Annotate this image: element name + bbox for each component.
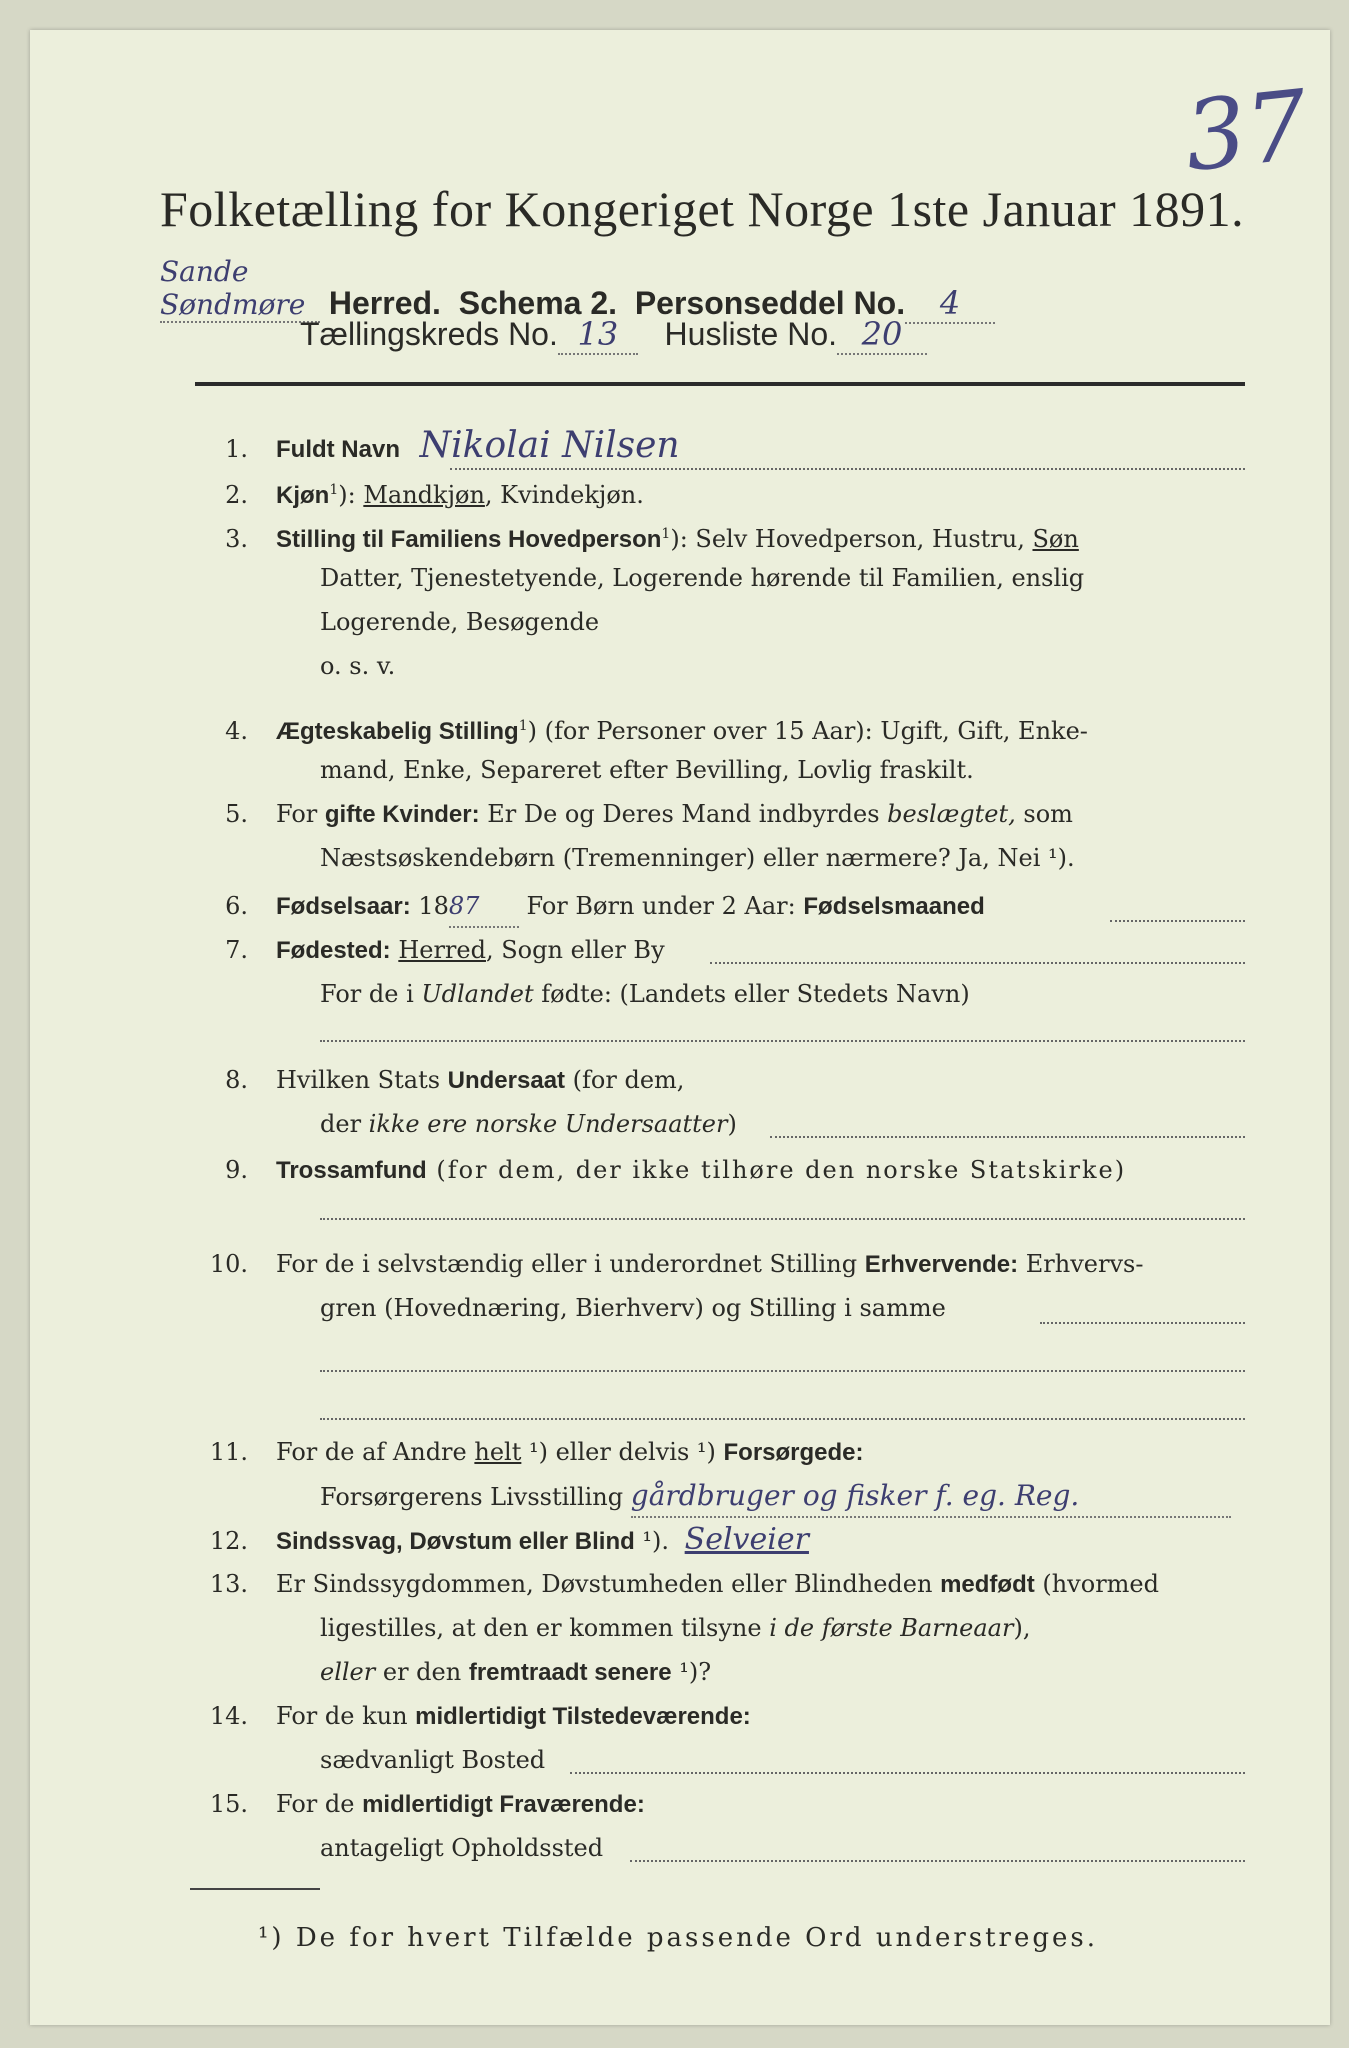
question-text: Hvilken Stats (276, 1066, 448, 1094)
fill-line (710, 962, 1245, 964)
disability-value: Selveier (684, 1522, 809, 1557)
question-text: ): Selv Hovedperson, Hustru, (670, 525, 1033, 553)
question-text: Er De og Deres Mand indbyrdes (479, 800, 888, 828)
option-helt: helt (474, 1438, 522, 1466)
question-text: , Sogn eller By (485, 936, 665, 964)
question-number: 11. (209, 1438, 248, 1466)
question-text: ) (727, 1110, 737, 1138)
fill-line (320, 1040, 1245, 1042)
question-label: gifte Kvinder: (324, 801, 480, 828)
option-herred: Herred (398, 936, 486, 964)
question-text: fødte: (Landets eller Stedets Navn) (533, 980, 970, 1008)
fill-line (320, 1418, 1245, 1420)
question-number: 13. (209, 1570, 248, 1598)
question-text: Er Sindssygdommen, Døvstumheden eller Blindheden (276, 1570, 941, 1598)
question-text: ) (for Personer over 15 Aar): Ugift, Gift, Enke- (527, 717, 1088, 745)
question-number: 9. (225, 1156, 248, 1184)
question-number: 8. (225, 1066, 248, 1094)
question-text: Erhvervs- (1018, 1250, 1144, 1278)
question-15 (190, 1784, 645, 1825)
personseddel-value: 4 (905, 284, 995, 324)
question-text: ¹)? (671, 1658, 712, 1686)
personseddel-label: Personseddel No. (634, 285, 906, 321)
fill-line (320, 1218, 1245, 1220)
question-number: 6. (225, 892, 248, 920)
fill-line (1040, 1322, 1245, 1324)
provider-occupation-value: gårdbruger og fisker f. eg. Reg. (631, 1476, 1231, 1518)
italic-text: beslægtet, (887, 800, 1016, 828)
question-text: For de af Andre (276, 1438, 475, 1466)
question-9 (190, 1150, 1126, 1191)
header-rule (195, 382, 1245, 386)
question-number: 7. (225, 936, 248, 964)
question-text: For (276, 800, 325, 828)
herred-value: Sande Søndmøre (160, 255, 320, 323)
question-11 (190, 1432, 864, 1473)
question-label: Fødselsmaaned (803, 893, 985, 920)
question-label: Kjøn (276, 482, 330, 509)
birth-year-value: 87 (449, 886, 519, 928)
question-text: For de kun (276, 1702, 416, 1730)
question-text: ¹) eller delvis ¹) (521, 1438, 724, 1466)
q5-line-2: Næstsøskendebørn (Tremenninger) eller nærmere? Ja, Nei ¹). (320, 844, 1075, 872)
footnote-ref: 1 (661, 526, 671, 542)
question-text: ligestilles, at den er kommen tilsyne (320, 1614, 770, 1642)
schema-label: Schema 2. (458, 285, 618, 321)
fill-line (770, 1136, 1245, 1138)
question-1 (190, 426, 680, 470)
year-prefix: 18 (410, 892, 449, 920)
q10-line-2: gren (Hovednæring, Bierhverv) og Stilling i samme (320, 1294, 946, 1322)
question-number: 15. (209, 1790, 248, 1818)
census-form (30, 30, 1330, 2025)
question-text: som (1015, 800, 1073, 828)
question-12 (190, 1520, 809, 1562)
question-text: For de (276, 1790, 363, 1818)
question-number: 2. (225, 481, 248, 509)
question-label: Erhvervende: (864, 1251, 1019, 1278)
question-label: Stilling til Familiens Hovedperson (276, 526, 662, 553)
q3-line-4: o. s. v. (320, 652, 396, 680)
archive-number: 37 (1179, 68, 1313, 194)
question-label: midlertidigt Fraværende: (362, 1791, 645, 1818)
q13-line-3 (320, 1652, 711, 1693)
fill-line (320, 1370, 1245, 1372)
question-14 (190, 1696, 751, 1737)
separator: ): (338, 481, 364, 509)
q8-line-2 (320, 1104, 737, 1144)
question-5 (190, 794, 1073, 835)
option-kvindekjon: , Kvindekjøn. (484, 481, 644, 509)
option-mandkjon: Mandkjøn (363, 481, 485, 509)
q13-line-2 (320, 1608, 1030, 1648)
question-text: er den (375, 1658, 469, 1686)
question-10 (190, 1244, 1143, 1285)
italic-text: Udlandet (421, 980, 534, 1008)
question-label: medfødt (940, 1571, 1035, 1598)
question-label: fremtraadt senere (468, 1659, 672, 1686)
question-text: Forsørgerens Livsstilling (320, 1483, 624, 1511)
kreds-label: Tællingskreds No. (300, 316, 558, 352)
question-text: (for dem, (565, 1066, 685, 1094)
question-number: 1. (225, 435, 248, 463)
q15-line-2: antageligt Opholdssted (320, 1834, 604, 1862)
question-number: 14. (209, 1702, 248, 1730)
footnote-rule (190, 1888, 320, 1890)
form-title: Folketælling for Kongeriget Norge 1ste Januar 1891. (160, 181, 1245, 237)
question-label: Fødested: (276, 937, 391, 964)
question-4 (190, 706, 1088, 752)
q14-line-2: sædvanligt Bosted (320, 1746, 546, 1774)
italic-text: eller (320, 1658, 376, 1686)
question-text: For de i selvstændig eller i underordnet Stilling (276, 1250, 865, 1278)
footnote-ref: 1 (329, 482, 339, 498)
question-13 (190, 1564, 1159, 1605)
name-value: Nikolai Nilsen (419, 425, 680, 466)
question-label: Sindssvag, Døvstum eller Blind (276, 1528, 635, 1555)
footnote-ref: 1 (518, 718, 528, 734)
italic-text: i de første Barneaar (769, 1614, 1014, 1642)
question-label: midlertidigt Tilstedeværende: (415, 1703, 751, 1730)
question-number: 5. (225, 800, 248, 828)
question-text: For de i (320, 980, 422, 1008)
fill-line (1110, 920, 1245, 922)
herred-label: Herred. (328, 285, 441, 321)
question-label: Trossamfund (276, 1157, 427, 1184)
fill-line (630, 1860, 1245, 1862)
question-text: der (320, 1110, 369, 1138)
question-label: Forsørgede: (723, 1439, 864, 1466)
question-label: Undersaat (447, 1067, 566, 1094)
question-3 (190, 514, 1079, 560)
header-line-1 (160, 255, 995, 324)
question-number: 3. (225, 525, 248, 553)
husliste-value: 20 (837, 315, 927, 355)
option-son: Søn (1032, 525, 1079, 553)
header-line-2 (300, 315, 927, 355)
question-text: (for dem, der ikke tilhøre den norske Statskirke) (426, 1156, 1127, 1184)
q7-line-2 (320, 974, 970, 1014)
q3-line-3: Logerende, Besøgende (320, 608, 600, 636)
question-number: 4. (225, 717, 248, 745)
q11-line-2 (320, 1476, 1231, 1518)
q3-line-2: Datter, Tjenestetyende, Logerende hørende til Familien, enslig (320, 564, 1085, 592)
question-text: For Børn under 2 Aar: (518, 892, 804, 920)
q4-line-2: mand, Enke, Separeret efter Bevilling, Lovlig fraskilt. (320, 756, 974, 784)
question-6 (190, 886, 985, 928)
question-number: 12. (209, 1527, 248, 1555)
question-7 (190, 930, 665, 971)
fill-line (570, 1772, 1245, 1774)
question-label: Fuldt Navn (276, 436, 400, 463)
question-8 (190, 1060, 684, 1101)
question-number: 10. (209, 1250, 248, 1278)
question-text: (hvormed (1034, 1570, 1159, 1598)
question-text: ), (1013, 1614, 1031, 1642)
question-label: Fødselsaar: (276, 893, 411, 920)
question-text: ¹). (634, 1527, 670, 1555)
question-2 (190, 470, 644, 516)
footnote: ¹) De for hvert Tilfælde passende Ord understreges. (258, 1923, 1099, 1953)
italic-text: ikke ere norske Undersaatter (368, 1110, 728, 1138)
question-label: Ægteskabelig Stilling (276, 718, 519, 745)
kreds-value: 13 (558, 315, 638, 355)
husliste-label: Husliste No. (664, 316, 838, 352)
